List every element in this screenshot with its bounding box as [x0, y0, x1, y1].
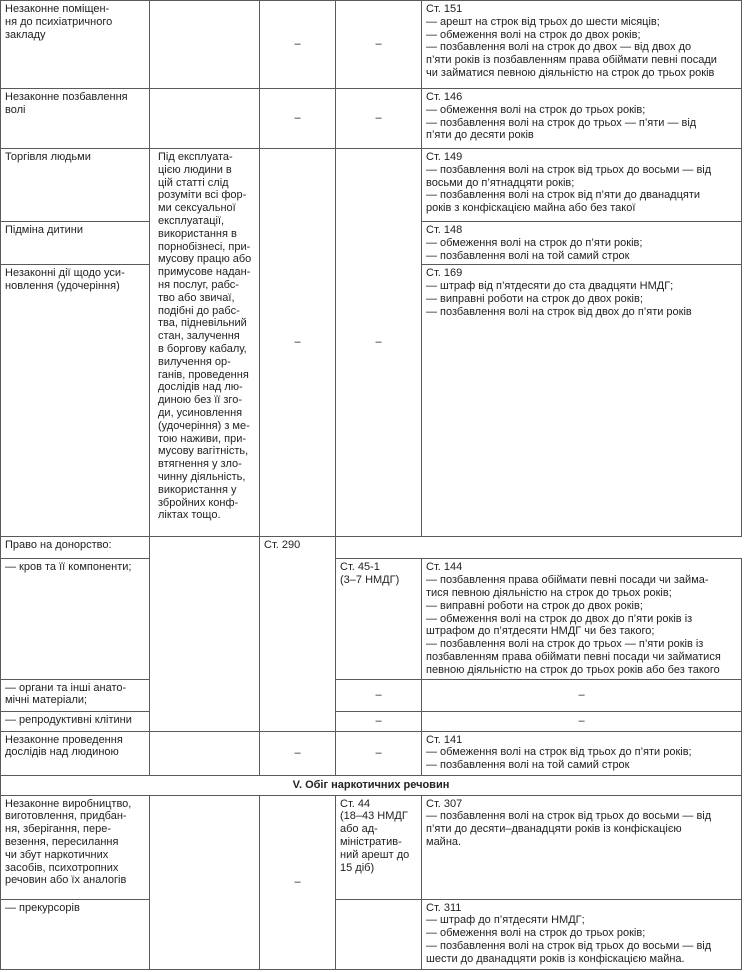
- admin-cell: –: [260, 89, 336, 149]
- offense-name: Незаконне проведення дослідів над людиною: [1, 731, 150, 775]
- offense-name: Право на донорство:: [1, 537, 150, 559]
- law-line: — позбавлення волі на строк від трьох до восьми — від: [426, 810, 712, 823]
- law-line: восьми до п’ятнадцяти років;: [426, 176, 575, 189]
- admin-article-cell: –: [336, 679, 422, 711]
- law-line: п’яти до десяти–дванадцяти років із конфіскацією: [426, 823, 682, 836]
- criminal-article-cell: –: [422, 679, 742, 711]
- law-line: певною діяльністю на строк до трьох років або без такого: [426, 663, 720, 676]
- offense-name: — прекурсорів: [1, 899, 150, 969]
- law-line: — позбавлення волі на строк до двох — від двох до: [426, 41, 692, 54]
- admin-article-cell: –: [336, 711, 422, 731]
- law-line: — обмеження волі на строк до п’яти років;: [426, 236, 643, 249]
- law-line: Ст. 146: [426, 91, 463, 103]
- law-line: — позбавлення волі на строк від трьох до восьми — від: [426, 939, 712, 952]
- admin-article-cell: [336, 899, 422, 969]
- law-line: — штраф до п’ятдесяти НМДГ;: [426, 914, 585, 927]
- note-cell: [150, 795, 260, 969]
- law-line: — позбавлення волі на строк до трьох — п’яти — від: [426, 116, 697, 129]
- admin-cell: –: [260, 1, 336, 89]
- criminal-article-cell: [422, 559, 742, 679]
- section-heading: V. Обіг наркотичних речовин: [1, 775, 742, 795]
- law-line: — обмеження волі на строк до трьох років;: [426, 103, 646, 116]
- law-line: — позбавлення права обіймати певні посади чи займа-: [426, 574, 709, 587]
- law-line: років з конфіскацією майна або без такої: [426, 202, 636, 215]
- criminal-article-cell: [422, 1, 742, 89]
- admin-article-cell: –: [336, 731, 422, 775]
- law-line: п’яти років із позбавленням права обіймати певні посади: [426, 54, 717, 67]
- law-line: Ст. 149: [426, 151, 463, 163]
- admin-cell: –: [260, 731, 336, 775]
- law-line: — обмеження волі на строк від трьох до п’яти років;: [426, 746, 692, 759]
- admin-article-cell: Ст. 290: [260, 537, 336, 731]
- law-line: Ст. 144: [426, 561, 463, 574]
- criminal-article-cell: [422, 89, 742, 149]
- exploitation-note: Під експлуата- цією людини в цій статті слід розуміти всі фор- ми сексуальної експлуатації, використання в порнобізнесі, при- мусову працю або примусове надан- ня послуг, рабс- тво або звичаї, подібні до рабс- тва, підневільний стан, залучення в боргову кабалу, вилучення ор- ганів, проведення дослідів над лю- диною без її зго- ди, усиновлення (удочеріння) з ме- тою наживи, при- мусову вагітність, втягнення у зло- чинну діяльність, використання у збройних конф- ліктах тощо.: [150, 149, 260, 537]
- law-line: — обмеження волі на строк до двох до п’яти років із: [426, 612, 693, 625]
- law-line: — позбавлення волі на строк від двох до п’яти років: [426, 305, 692, 318]
- law-line: — виправні роботи на строк до двох років;: [426, 599, 643, 612]
- offense-name: — кров та її компоненти;: [1, 559, 150, 679]
- criminal-article-cell: [422, 795, 742, 899]
- offense-name: Незаконні дії щодо уси- новлення (удочеріння): [1, 265, 150, 537]
- admin-article-cell: –: [336, 89, 422, 149]
- note-cell: [150, 1, 260, 89]
- law-line: п’яти до десяти років: [426, 129, 534, 142]
- note-cell: [150, 537, 260, 731]
- criminal-article-cell: [422, 731, 742, 775]
- law-line: — позбавлення волі на строк від трьох до восьми — від: [426, 163, 712, 176]
- law-line: Ст. 141: [426, 733, 463, 746]
- admin-cell: –: [260, 795, 336, 969]
- law-line: майна.: [426, 835, 462, 848]
- criminal-article-cell: [422, 149, 742, 222]
- criminal-article-cell: [422, 899, 742, 969]
- law-line: Ст. 148: [426, 224, 463, 236]
- offense-name: — органи та інші анато- мічні матеріали;: [1, 679, 150, 711]
- law-line: Ст. 311: [426, 901, 462, 914]
- offense-name: Незаконне виробництво, виготовлення, придбан- ня, зберігання, пере- везення, пересилання чи збут наркотичних засобів, психотропних речовин або їх аналогів: [1, 795, 150, 899]
- criminal-article-cell: [422, 265, 742, 537]
- law-line: Ст. 307: [426, 797, 463, 810]
- law-line: Ст. 169: [426, 267, 463, 280]
- criminal-article-cell: [422, 222, 742, 265]
- admin-cell: –: [260, 149, 336, 537]
- note-cell: [150, 731, 260, 775]
- admin-article-cell: Ст. 44 (18–43 НМДГ або ад- міністратив- ний арешт до 15 діб): [336, 795, 422, 899]
- law-line: шести до дванадцяти років із конфіскацією майна.: [426, 952, 685, 965]
- empty-cell: [336, 537, 742, 559]
- note-cell: [150, 89, 260, 149]
- law-line: — штраф від п’ятдесяти до ста двадцяти НМДГ;: [426, 280, 674, 293]
- law-line: — обмеження волі на строк до двох років;: [426, 28, 641, 41]
- offense-name: Незаконне поміщен- ня до психіатричного закладу: [1, 1, 150, 89]
- law-line: чи займатися певною діяльністю на строк до трьох років: [426, 66, 715, 79]
- law-line: — позбавлення волі на той самий строк: [426, 249, 630, 262]
- admin-article-cell: –: [336, 149, 422, 537]
- law-line: — позбавлення волі на той самий строк: [426, 759, 630, 772]
- law-line: штрафом до п’ятдесяти НМДГ чи без такого;: [426, 625, 655, 638]
- law-line: — позбавлення волі на строк до трьох — п’яти років із: [426, 638, 704, 651]
- law-line: — обмеження волі на строк до трьох років;: [426, 927, 646, 940]
- law-line: позбавленням права обіймати певні посади чи займатися: [426, 650, 721, 663]
- law-line: — позбавлення волі на строк від п’яти до дванадцяти: [426, 189, 701, 202]
- admin-article-cell: Ст. 45-1 (3–7 НМДГ): [336, 559, 422, 679]
- criminal-article-cell: –: [422, 711, 742, 731]
- offense-name: Незаконне позбавлення волі: [1, 89, 150, 149]
- law-line: — арешт на строк від трьох до шести місяців;: [426, 15, 660, 28]
- offense-name: Торгівля людьми: [1, 149, 150, 222]
- admin-article-cell: –: [336, 1, 422, 89]
- offense-name: Підміна дитини: [1, 222, 150, 265]
- law-line: Ст. 151: [426, 3, 463, 15]
- offense-name: — репродуктивні клітини: [1, 711, 150, 731]
- law-line: — виправні роботи на строк до двох років;: [426, 292, 643, 305]
- law-line: тися певною діяльністю на строк до трьох років;: [426, 586, 672, 599]
